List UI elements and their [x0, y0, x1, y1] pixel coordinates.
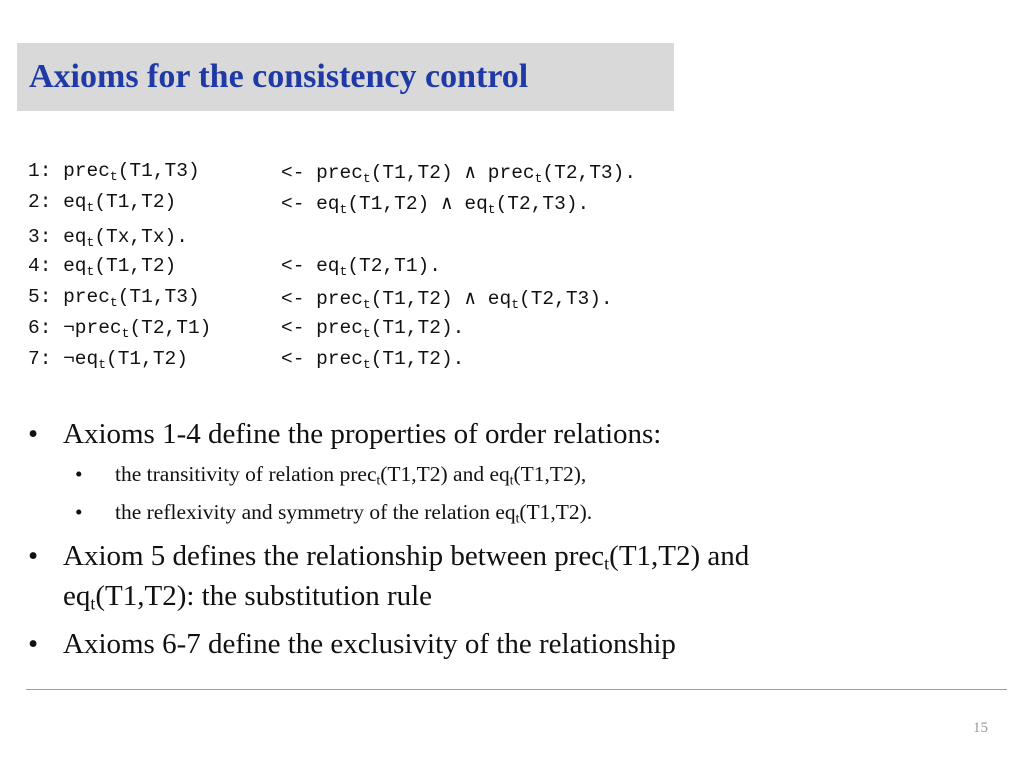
subscript: t — [509, 472, 514, 488]
bullet-item — [28, 536, 988, 576]
bullet-marker: • — [28, 628, 39, 660]
text-run: <- eq — [281, 193, 340, 215]
text-run: (T2,T3). — [542, 162, 637, 184]
text-run: 4: eq — [28, 255, 87, 277]
text-run: Axioms 1-4 define the properties of order relations: — [63, 418, 662, 450]
bullet-item — [28, 576, 988, 616]
text-run: Axiom 5 defines the relationship between prec — [63, 540, 605, 572]
bullet-marker: • — [28, 540, 39, 572]
text-run: (T2,T1). — [347, 255, 441, 277]
sub-bullet-item — [28, 456, 988, 492]
text-run: (T1,T3) — [117, 286, 200, 308]
text-run: Axioms 6-7 define the exclusivity of the relationship — [63, 628, 676, 660]
axiom-body — [281, 317, 464, 339]
axiom-body — [281, 160, 636, 184]
text-run: <- eq — [281, 255, 340, 277]
text-run: (T1,T2). — [370, 348, 465, 370]
subscript: t — [339, 202, 348, 217]
bullet-item — [28, 624, 988, 664]
subscript: t — [376, 472, 381, 488]
text-run: 2: eq — [28, 191, 87, 213]
axiom-head — [28, 160, 200, 182]
text-run: (Tx,Tx). — [94, 226, 188, 248]
title-bar — [17, 43, 674, 111]
text-run: <- prec — [281, 348, 363, 370]
text-run: (T1,T2) — [94, 255, 177, 277]
axiom-head — [28, 286, 200, 308]
text-run: <- prec — [281, 317, 363, 339]
text-run: (T2,T3). — [495, 193, 590, 215]
text-run: (T1,T2). — [370, 317, 465, 339]
subscript: t — [86, 235, 95, 250]
text-run: (T1,T2): the substitution rule — [95, 580, 433, 612]
subscript: t — [98, 357, 107, 372]
sub-bullet-item — [28, 494, 988, 530]
text-run: (T1,T2), — [513, 462, 587, 486]
page-number: 15 — [973, 720, 988, 736]
text-run: (T1,T2) and — [609, 540, 750, 572]
text-run: (T1,T2) ∧ prec — [370, 162, 535, 184]
axiom-body — [281, 191, 589, 215]
subscript: t — [339, 264, 348, 279]
text-run: (T1,T2). — [519, 500, 593, 524]
text-run: (T1,T2) ∧ eq — [347, 193, 488, 215]
text-run: 5: prec — [28, 286, 110, 308]
subscript: t — [362, 297, 371, 312]
bullet-marker: • — [75, 462, 83, 486]
axiom-body — [281, 255, 441, 277]
axiom-head — [28, 255, 176, 277]
text-run: (T1,T2) and eq — [380, 462, 510, 486]
subscript: t — [109, 295, 118, 310]
text-run: (T2,T1) — [129, 317, 212, 339]
text-run: (T1,T2) — [94, 191, 177, 213]
subscript: t — [109, 169, 118, 184]
subscript: t — [121, 326, 130, 341]
slide-title: Axioms for the consistency control — [29, 58, 529, 95]
subscript: t — [362, 171, 371, 186]
text-run: <- prec — [281, 162, 363, 184]
bullet-item — [28, 414, 988, 454]
text-run: the reflexivity and symmetry of the relation eq — [115, 500, 516, 524]
bullet-marker: • — [28, 418, 39, 450]
subscript: t — [604, 553, 610, 574]
text-run: (T1,T2) ∧ eq — [370, 288, 512, 310]
axiom-head — [28, 317, 211, 339]
subscript: t — [90, 593, 96, 614]
axiom-head — [28, 226, 188, 248]
subscript: t — [362, 326, 371, 341]
subscript: t — [515, 510, 520, 526]
text-run: (T1,T2) — [106, 348, 188, 370]
text-run: 3: eq — [28, 226, 87, 248]
subscript: t — [86, 200, 95, 215]
text-run: 6: ¬prec — [28, 317, 122, 339]
text-run: eq — [63, 580, 91, 612]
subscript: t — [86, 264, 95, 279]
axiom-head — [28, 191, 176, 213]
subscript: t — [487, 202, 496, 217]
text-run: 7: ¬eq — [28, 348, 99, 370]
axiom-head — [28, 348, 188, 370]
text-run: 1: prec — [28, 160, 110, 182]
subscript: t — [534, 171, 543, 186]
text-run: (T1,T3) — [117, 160, 200, 182]
footer-divider — [26, 689, 1007, 690]
bullet-marker: • — [75, 500, 83, 524]
text-run: (T2,T3). — [519, 288, 613, 310]
text-run: <- prec — [281, 288, 363, 310]
bullet-list — [28, 414, 988, 664]
axiom-body — [281, 348, 464, 370]
subscript: t — [511, 297, 520, 312]
text-run: the transitivity of relation prec — [115, 462, 377, 486]
axiom-body — [281, 286, 613, 310]
subscript: t — [362, 357, 371, 372]
